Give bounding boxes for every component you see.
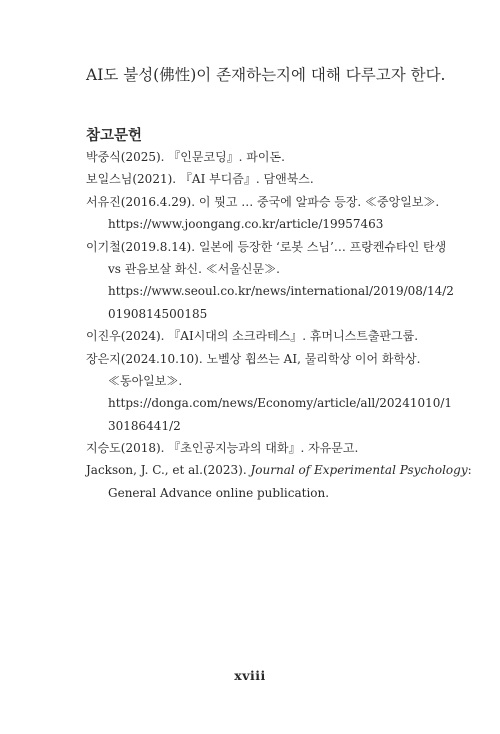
reference-line: 박중식(2025). 『인문코딩』. 파이돈. (86, 150, 285, 164)
reference-journal: Journal of Experimental Psychology (250, 463, 468, 478)
reference-line: 서유진(2016.4.29). 이 뭣고 … 중국에 알파승 등장. ≪중앙일보≫. (86, 194, 440, 209)
reference-url: 30186441/2 (108, 418, 181, 433)
reference-entry (86, 348, 453, 438)
reference-entry (86, 236, 454, 326)
reference-authors: Jackson, J. C., et al.(2023). (86, 463, 251, 478)
reference-line: 이기철(2019.8.14). 일본에 등장한 ‘로봇 스님’… 프랑켄슈타인 탄생 (86, 239, 447, 254)
reference-line: 장은지(2024.10.10). 노벨상 휩쓰는 AI, 물리학상 이어 화학상. (86, 351, 421, 366)
page-number: xviii (234, 668, 266, 683)
reference-entry (86, 459, 472, 504)
reference-url: https://donga.com/news/Economy/article/all/20241010/1 (108, 396, 453, 411)
reference-url: https://www.joongang.co.kr/article/19957463 (108, 217, 384, 232)
reference-entry (86, 168, 421, 190)
references-heading: 참고문헌 (86, 128, 143, 144)
reference-line: ≪동아일보≫. (108, 373, 183, 388)
reference-entry (86, 146, 421, 168)
reference-line: 보일스님(2021). 『AI 부디즘』. 담앤북스. (86, 172, 314, 187)
reference-entry (86, 191, 440, 236)
reference-line: 이진우(2024). 『AI시대의 소크라테스』. 휴머니스트출판그룹. (86, 329, 419, 344)
reference-url: 0190814500185 (108, 306, 208, 321)
reference-entry (86, 325, 421, 347)
reference-entry (86, 437, 421, 459)
references-list (86, 146, 472, 504)
intro-sentence: AI도 불성(佛性)이 존재하는지에 대해 다루고자 한다. (86, 66, 446, 84)
reference-punct: : (467, 463, 472, 478)
reference-line: 지승도(2018). 『초인공지능과의 대화』. 자유문고. (86, 441, 359, 456)
reference-url: https://www.seoul.co.kr/news/international/2019/08/14/2 (108, 284, 454, 299)
reference-line (86, 459, 472, 481)
reference-line: vs 관음보살 화신. ≪서울신문≫. (108, 261, 280, 276)
reference-line: General Advance online publication. (108, 485, 330, 500)
